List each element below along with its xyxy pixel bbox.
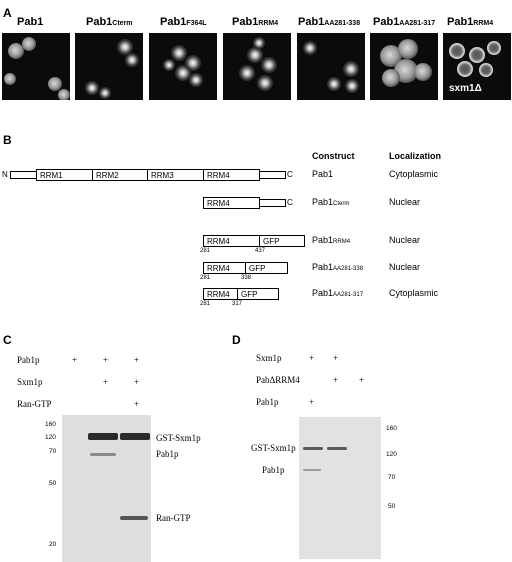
localization-1: Cytoplasmic bbox=[389, 169, 439, 179]
condition-sxm1p: Sxm1p bbox=[17, 377, 43, 387]
image-title-4 bbox=[232, 16, 278, 28]
gel-c bbox=[62, 415, 151, 562]
mw-marker-120: 120 bbox=[45, 434, 56, 441]
n-linker bbox=[10, 171, 37, 179]
image-title-main: Pab1 bbox=[447, 16, 474, 28]
image-title-main: Pab1 bbox=[298, 16, 325, 28]
mw-marker-160: 160 bbox=[386, 425, 397, 432]
localization-header: Localization bbox=[389, 151, 442, 161]
micrograph-pab1-aa281-317 bbox=[370, 33, 438, 100]
construct-sub: AA281-317 bbox=[333, 292, 364, 298]
band-label-pab1p: Pab1p bbox=[262, 465, 285, 475]
n-terminus-label: N bbox=[2, 170, 8, 179]
condition-sxm1p: Sxm1p bbox=[256, 353, 282, 363]
micrograph-pab1-aa281-338 bbox=[297, 33, 365, 100]
domain-rrm4: RRM4 bbox=[203, 288, 238, 300]
c-terminus-label: C bbox=[287, 170, 293, 179]
construct-header: Construct bbox=[312, 151, 355, 161]
mw-marker-50: 50 bbox=[49, 480, 57, 487]
image-title-main: Pab1 bbox=[373, 16, 400, 28]
image-title-main: Pab1 bbox=[86, 16, 113, 28]
band-pab1p bbox=[90, 453, 116, 456]
band-gst-sxm1p bbox=[327, 447, 347, 450]
image-title-2 bbox=[86, 16, 133, 28]
domain-rrm4: RRM4 bbox=[203, 235, 260, 247]
construct-main: Pab1 bbox=[312, 288, 334, 298]
condition-pab1p: Pab1p bbox=[256, 397, 279, 407]
micrograph-pab1 bbox=[2, 33, 70, 100]
gfp-tag: GFP bbox=[259, 235, 305, 247]
domain-rrm4: RRM4 bbox=[203, 262, 246, 274]
image-title-sub: F364L bbox=[186, 20, 207, 27]
image-title-6 bbox=[373, 16, 435, 28]
mw-marker-20: 20 bbox=[49, 541, 57, 548]
mw-marker-120: 120 bbox=[386, 451, 397, 458]
mw-marker-160: 160 bbox=[45, 421, 56, 428]
residue-start-row3: 281 bbox=[200, 248, 211, 254]
image-title-main: Pab1 bbox=[232, 16, 259, 28]
residue-end-row4: 338 bbox=[241, 275, 252, 281]
construct-name-4 bbox=[312, 262, 363, 272]
localization-3: Nuclear bbox=[389, 235, 421, 245]
image-title-sub: Cterm bbox=[112, 20, 133, 27]
c-tail bbox=[259, 199, 286, 207]
domain-rrm1: RRM1 bbox=[36, 169, 93, 181]
plus-sign: + bbox=[134, 377, 140, 387]
domain-rrm4: RRM4 bbox=[203, 169, 260, 181]
plus-sign: + bbox=[333, 375, 339, 385]
construct-main: Pab1 bbox=[312, 169, 334, 179]
domain-rrm3: RRM3 bbox=[147, 169, 204, 181]
image-title-sub: AA281-317 bbox=[399, 20, 436, 27]
image-title-1 bbox=[17, 16, 43, 28]
micrograph-pab1-cterm bbox=[75, 33, 143, 100]
image-title-sub: AA281-338 bbox=[324, 20, 361, 27]
localization-2: Nuclear bbox=[389, 197, 421, 207]
localization-5: Cytoplasmic bbox=[389, 288, 439, 298]
plus-sign: + bbox=[72, 355, 78, 365]
condition-pab1p: Pab1p bbox=[17, 355, 40, 365]
micrograph-pab1-f364l bbox=[149, 33, 217, 100]
c-terminus-label: C bbox=[287, 198, 293, 207]
panel-a-label: A bbox=[3, 6, 12, 20]
band-label-ran-gtp: Ran-GTP bbox=[156, 513, 191, 523]
image-title-main: Pab1 bbox=[17, 16, 44, 28]
plus-sign: + bbox=[134, 399, 140, 409]
plus-sign: + bbox=[309, 353, 315, 363]
plus-sign: + bbox=[309, 397, 315, 407]
mw-marker-50: 50 bbox=[388, 503, 396, 510]
c-tail bbox=[259, 171, 286, 179]
mw-marker-70: 70 bbox=[49, 448, 57, 455]
panel-b-label: B bbox=[3, 133, 12, 147]
construct-main: Pab1 bbox=[312, 197, 334, 207]
plus-sign: + bbox=[134, 355, 140, 365]
construct-main: Pab1 bbox=[312, 262, 334, 272]
band-ran-gtp bbox=[120, 516, 148, 520]
image-title-7 bbox=[447, 16, 493, 28]
image-title-5 bbox=[298, 16, 360, 28]
band-label-pab1p: Pab1p bbox=[156, 449, 179, 459]
mw-marker-70: 70 bbox=[388, 474, 396, 481]
residue-start-row4: 281 bbox=[200, 275, 211, 281]
construct-sub: AA281-338 bbox=[333, 266, 364, 272]
plus-sign: + bbox=[103, 377, 109, 387]
condition-pab-delta-rrm4: PabΔRRM4 bbox=[256, 375, 300, 385]
band-pab1p bbox=[303, 469, 321, 471]
panel-d-label: D bbox=[232, 333, 241, 347]
construct-name-5 bbox=[312, 288, 363, 298]
band-label-gst-sxm1p: GST-Sxm1p bbox=[156, 433, 201, 443]
condition-ran-gtp: Ran-GTP bbox=[17, 399, 52, 409]
band-gst-sxm1p bbox=[303, 447, 323, 450]
band-gst-sxm1p bbox=[120, 433, 150, 440]
residue-end-row5: 317 bbox=[232, 301, 243, 307]
panel-c-label: C bbox=[3, 333, 12, 347]
construct-sub: RRM4 bbox=[333, 239, 351, 245]
construct-name-2 bbox=[312, 197, 349, 207]
plus-sign: + bbox=[333, 353, 339, 363]
gel-d bbox=[299, 417, 381, 559]
construct-name-3 bbox=[312, 235, 350, 245]
gfp-tag: GFP bbox=[245, 262, 288, 274]
micrograph-pab1-rrm4 bbox=[223, 33, 291, 100]
image-title-sub: RRM4 bbox=[473, 20, 494, 27]
construct-name-1 bbox=[312, 169, 333, 179]
band-label-gst-sxm1p: GST-Sxm1p bbox=[251, 443, 296, 453]
image-title-sub: RRM4 bbox=[258, 20, 279, 27]
plus-sign: + bbox=[359, 375, 365, 385]
micrograph-pab1-rrm4-sxm1-delta bbox=[443, 33, 511, 100]
residue-end-row3: 437 bbox=[255, 248, 266, 254]
construct-sub: Cterm bbox=[333, 201, 350, 207]
band-gst-sxm1p bbox=[88, 433, 118, 440]
image-title-3 bbox=[160, 16, 207, 28]
domain-rrm2: RRM2 bbox=[92, 169, 148, 181]
gfp-tag: GFP bbox=[237, 288, 279, 300]
domain-rrm4: RRM4 bbox=[203, 197, 260, 209]
strain-label: sxm1Δ bbox=[449, 83, 482, 94]
image-title-main: Pab1 bbox=[160, 16, 187, 28]
residue-start-row5: 281 bbox=[200, 301, 211, 307]
construct-main: Pab1 bbox=[312, 235, 334, 245]
localization-4: Nuclear bbox=[389, 262, 421, 272]
plus-sign: + bbox=[103, 355, 109, 365]
